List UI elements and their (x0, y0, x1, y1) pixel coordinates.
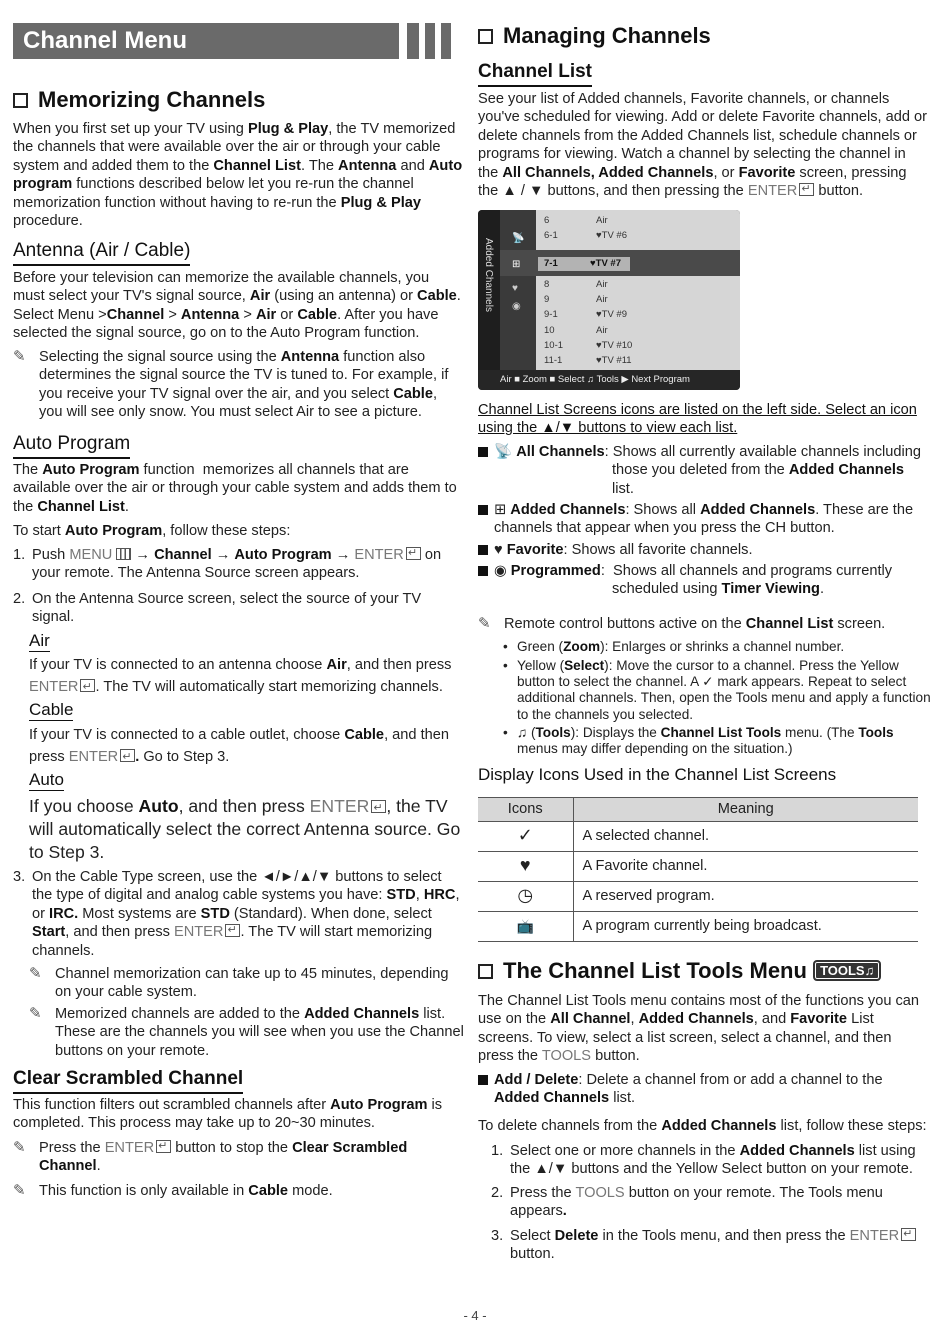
table-row (478, 912, 918, 942)
tv-footer-bar: Air ■ Zoom ■ Select ♫ Tools ▶ Next Program (478, 370, 740, 390)
tv-selected-row: 7-1 ♥TV #7 (538, 257, 630, 271)
tv-icon-column (500, 210, 536, 370)
bullet-square-icon (478, 1075, 488, 1085)
tv-channel-row: 10-1 ♥TV #10 (544, 340, 633, 351)
icons-instruction-text: Channel List Screens icons are listed on the left side. Select an icon using the ▲/▼ buttons to view each list. (478, 402, 917, 437)
tv-channel-row: 9 Air (544, 294, 608, 305)
yellow-select-item: • Yellow (Select): Move the cursor to a channel. Press the Yellow button to select the channel. A ✓ mark appears. Repeat to select additional channels. Then, open the Tools menu and apply a function to the channels you selected. (503, 658, 931, 722)
meaning-cell: A reserved program. (573, 882, 918, 912)
memorized-channels-note: ✎ Memorized channels are added to the Added Channels list. These are the channels you will see when you use the Channel buttons on your remote. (29, 1005, 464, 1059)
all-channels-item: 📡 All Channels: Shows all currently available channels including those you deleted from the Added Channels list. (478, 443, 930, 498)
add-delete-item: Add / Delete: Delete a channel from or add a channel to the Added Channels list. (478, 1071, 930, 1108)
cable-text: If your TV is connected to a cable outlet, choose Cable, and then press ENTER↵ . Go to Step 3. (29, 724, 461, 768)
tools-item: • ♫ (Tools): Displays the Channel List Tools menu. (The Tools menus may differ depending on the situation.) (503, 725, 894, 757)
table-row (478, 852, 918, 882)
banner-bar-2 (425, 23, 435, 59)
air-text: If your TV is connected to an antenna choose Air, and then press ENTER↵ . The TV will automatically start memorizing channels. (29, 654, 461, 698)
stop-clear-note: ✎ Press the ENTER↵ button to stop the Clear Scrambled Channel. (13, 1139, 463, 1176)
enter-icon (799, 183, 814, 196)
tv-side-bar (478, 210, 500, 370)
auto-subheading: Auto (29, 770, 64, 789)
bullet-square-icon (478, 447, 488, 457)
meaning-cell: A Favorite channel. (573, 852, 918, 882)
page-number: - 4 - (463, 1308, 487, 1323)
channel-list-heading: Channel List (478, 60, 592, 87)
programmed-icon: ◉ (512, 301, 521, 312)
auto-program-text: The Auto Program function memorizes all channels that are available over the air or through your cable system and adds them to the Channel List. (13, 462, 457, 515)
tools-menu-text: The Channel List Tools menu contains most of the functions you can use on the All Channel, Added Channels, and Favorite List screens. To view, select a list screen, select a channel, and then press the TOOLS button. (478, 993, 920, 1065)
delete-step-3: 3. Select Delete in the Tools menu, and then press the ENTER↵ button. (491, 1227, 929, 1264)
enter-icon (901, 1228, 916, 1241)
to-start-text: To start Auto Program, follow these steps: (13, 523, 291, 539)
clock-icon: ◷ (517, 885, 534, 906)
checkbox-square-icon (13, 93, 28, 108)
memorizing-intro-text: When you first set up your TV using Plug & Play, the TV memorized the channels that were available over the air or through your cable system and added them to the Channel List. The Antenna and Auto program functions described below let you re-run the channel memorization function without having to re-run the Plug & Play procedure. (13, 121, 463, 230)
banner-bar-1 (407, 23, 419, 59)
heart-icon: ♥ (519, 855, 531, 876)
tv-channel-row: 6 Air (544, 215, 608, 226)
tv-channel-row: 6-1 ♥TV #6 (544, 230, 627, 241)
air-subheading: Air (29, 631, 50, 650)
antenna-heading: Antenna (Air / Cable) (13, 239, 190, 266)
antenna-note: ✎ Selecting the signal source using the Antenna function also determines the signal source the TV is tuned to. For example, if you receive your TV signal over the air, and you select Cable, you will see only snow. You must select Air to see a picture. (13, 348, 449, 421)
pencil-note-icon: ✎ (29, 965, 42, 982)
added-channels-side-label: Added Channels (483, 238, 494, 312)
meaning-column-header: Meaning (573, 798, 918, 822)
favorite-item: ♥ Favorite: Shows all favorite channels. (478, 541, 930, 559)
tools-badge-icon: TOOLS♫ (813, 960, 881, 981)
display-icons-table (478, 797, 918, 942)
menu-icon (116, 548, 131, 560)
programmed-item: ◉ Programmed: Shows all channels and programs currently scheduled using Timer Viewing. (478, 562, 930, 599)
cable-mode-note: ✎ This function is only available in Cable mode. (13, 1182, 333, 1199)
tools-menu-heading: The Channel List Tools Menu TOOLS♫ (478, 958, 881, 984)
delete-step-1: 1. Select one or more channels in the Added Channels list using the ▲/▼ buttons and the Yellow Select button on your remote. (491, 1143, 916, 1178)
banner-bar-3 (441, 23, 451, 59)
favorite-icon: ♥ (512, 283, 518, 294)
remote-buttons-note: ✎ Remote control buttons active on the Channel List screen. (478, 615, 886, 632)
checkbox-square-icon (478, 29, 493, 44)
table-header-row (478, 798, 918, 822)
enter-icon (225, 924, 240, 937)
meaning-cell: A selected channel. (573, 822, 918, 852)
clear-scrambled-text: This function filters out scrambled channels after Auto Program is completed. This process may take up to 20~30 minutes. (13, 1097, 443, 1132)
tv-channel-row: 11-1 ♥TV #11 (544, 355, 632, 366)
enter-icon (406, 547, 421, 560)
checkmark-icon: ✓ (517, 825, 533, 846)
pencil-note-icon: ✎ (29, 1005, 42, 1022)
bullet-square-icon (478, 566, 488, 576)
channel-list-text: See your list of Added channels, Favorite channels, or channels you've scheduled for viewing. Add or delete Favorite channels, add or delete channels from the Added Channels list, schedule channels or programs for viewing. Watch a channel by selecting the channel in the All Channels, Added Channels, or Favorite screen, pressing the ▲ / ▼ buttons, and then pressing the ENTER↵ button. (478, 90, 930, 200)
delete-step-2: 2. Press the TOOLS button on your remote. The Tools menu appears. (491, 1185, 883, 1220)
tv-channel-row: 8 Air (544, 279, 608, 290)
pencil-note-icon: ✎ (13, 1182, 26, 1199)
icons-column-header: Icons (478, 798, 573, 822)
added-channels-icon: ⊞ (512, 259, 521, 270)
channel-list-screenshot (478, 210, 740, 390)
antenna-text: Before your television can memorize the available channels, you must select your TV's signal source, Air (using an antenna) or Cable. Select Menu >Channel > Antenna > Air or Cable. After you have selected the signal source, go on to the Auto Program function. (13, 270, 461, 342)
green-zoom-item: • Green (Zoom): Enlarges or shrinks a channel number. (503, 639, 845, 654)
memorization-time-note: ✎ Channel memorization can take up to 45 minutes, depending on your cable system. (29, 965, 449, 1001)
pencil-note-icon: ✎ (478, 615, 491, 632)
enter-icon (120, 749, 135, 762)
all-channels-icon: 📡 (512, 233, 525, 244)
channel-menu-banner: Channel Menu (13, 23, 399, 59)
auto-text: If you choose Auto, and then press ENTER↵ , the TV will automatically select the correct Antenna source. Go to Step 3. (29, 795, 461, 864)
tv-channel-row: 10 Air (544, 325, 608, 336)
checkbox-square-icon (478, 964, 493, 979)
memorizing-channels-heading: Memorizing Channels (13, 87, 265, 113)
tv-channel-list (536, 210, 740, 370)
pencil-note-icon: ✎ (13, 348, 26, 365)
step-1: 1. Push MENU → Channel → Auto Program → ENTER↵ on your remote. The Antenna Source screen appears. (13, 546, 463, 583)
enter-icon (80, 679, 95, 692)
tv-icon: 📺 (516, 917, 534, 934)
table-row (478, 822, 918, 852)
cable-subheading: Cable (29, 700, 74, 719)
tv-channel-row: 9-1 ♥TV #9 (544, 309, 627, 320)
table-row (478, 882, 918, 912)
enter-icon (156, 1140, 171, 1153)
step-2: 2. On the Antenna Source screen, select the source of your TV signal. (13, 591, 422, 626)
managing-channels-heading: Managing Channels (478, 23, 711, 49)
delete-steps-intro: To delete channels from the Added Channels list, follow these steps: (478, 1118, 927, 1134)
bullet-square-icon (478, 505, 488, 515)
display-icons-heading: Display Icons Used in the Channel List Screens (478, 765, 837, 784)
added-channels-item: ⊞ Added Channels: Shows all Added Channels. These are the channels that appear when you press the CH button. (478, 501, 930, 538)
clear-scrambled-heading: Clear Scrambled Channel (13, 1067, 243, 1094)
pencil-note-icon: ✎ (13, 1139, 26, 1156)
enter-icon (371, 800, 386, 813)
step-3: 3. On the Cable Type screen, use the ◄/►/▲/▼ buttons to select the type of digital and analog cable systems you have: STD, HRC, or IRC. Most systems are STD (Standard). When done, select Start, and then press ENTER↵ . The TV will start memorizing channels. (13, 868, 465, 960)
meaning-cell: A program currently being broadcast. (573, 912, 918, 942)
auto-program-heading: Auto Program (13, 432, 130, 459)
bullet-square-icon (478, 545, 488, 555)
